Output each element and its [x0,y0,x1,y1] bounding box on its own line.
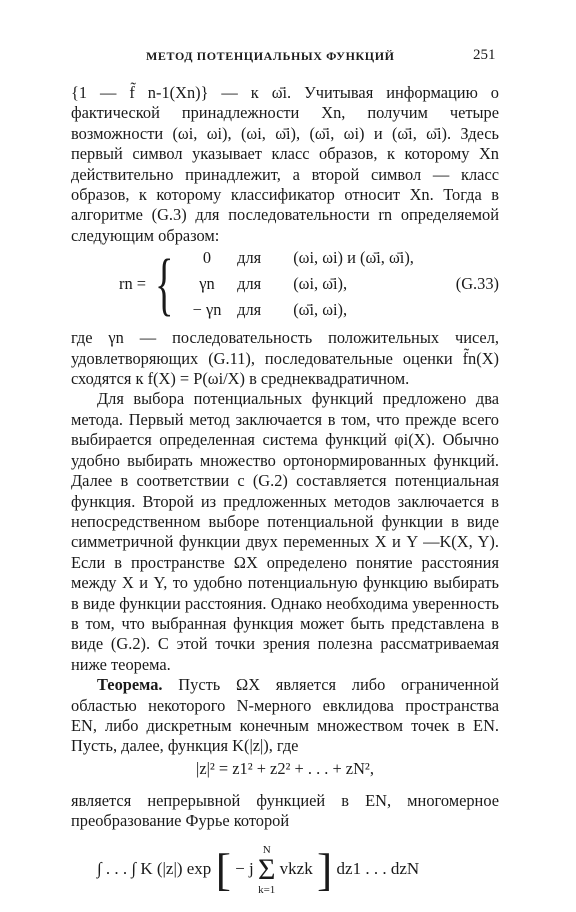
theorem-label: Теорема. [97,675,163,695]
equation-integral [71,834,499,910]
theorem-paragraph [71,675,499,757]
sigma-icon: Σ [257,852,276,886]
equation-z-text: |z|² = z1² + z2² + . . . + zN², [196,758,374,778]
case-word: для [237,248,262,268]
integral-expression [97,844,419,896]
running-header-title: МЕТОД ПОТЕНЦИАЛЬНЫХ ФУНКЦИЙ [146,49,395,63]
equation-number: (G.33) [455,274,499,294]
case-word: для [237,274,262,294]
sum-lower-limit: k=1 [258,883,276,896]
case-value: − γn [192,300,222,320]
sum-sign [258,844,275,896]
left-bracket-icon: [ [215,843,231,895]
case-value: 0 [202,248,212,268]
equation-z [71,759,499,789]
paragraph-5: является непрерывной функцией в EN, многомерное преобразование Фурье которой [71,790,499,831]
page-body [71,83,499,912]
case-row [181,274,347,294]
case-row [181,300,347,320]
integral-suffix: dz1 . . . dzN [336,858,420,878]
case-value: γn [199,274,215,294]
case-condition: (ωi, ωi) и (ω̄i, ω̄i), [293,248,414,268]
paragraph-3: Для выбора потенциальных функций предложено два метода. Первый метод заключается в том, что прежде всего выбирается определенная система функций φi(X). Обычно удобно выбирать множество ортонормированных функций. Далее в соответствии с (G.2) составляется потенциальная функция. Второй из предложенных методов заключается в непосредственном выборе потенциальной функции в виде симметричной функции двух переменных X и Y —K(X, Y). Если в пространстве ΩX определено понятие расстояния между X и Y, то удобно потенциальную функцию выбирать в виде функции расстояния. Однако необходима уверенность в том, что выбранная функция может быть представлена в виде (G.2). С этой точки зрения полезна рассматриваемая ниже теорема. [71,389,499,674]
page-number: 251 [473,47,496,63]
right-bracket-icon: ] [316,843,333,895]
case-word: для [237,300,262,320]
summand: vkzk [279,858,313,878]
case-condition: (ωi, ω̄i), [293,274,348,294]
case-row [181,248,414,268]
case-condition: (ω̄i, ωi), [293,300,348,320]
integral-prefix: ∫ . . . ∫ K (|z|) exp [97,858,212,878]
theorem-text: Пусть ΩX является либо ограниченной областью некоторого N-мерного евклидова пространства EN, либо дискретным конечным множеством точек в EN. Пусть, далее, функция K(|z|), где [71,675,500,756]
left-brace-icon: { [155,246,174,324]
equation-rn-lhs: rn = [119,274,146,294]
paragraph-1: {1 — f̃ n-1(Xn)} — к ω̄i. Учитывая информацию о фактической принадлежности Xn, получим четыре возможности (ωi, ωi), (ωi, ω̄i), (ω̄i, ωi) и (ω̄i, ω̄i). Здесь первый символ указывает класс образов, к которому Xn действительно принадлежит, а второй символ — класс образов, к которому классификатор относит Xn. Тогда в алгоритме (G.3) для последовательности rn определяемой следующим образом: [71,83,499,245]
sum-upper-limit: N [262,843,271,856]
paragraph-2: где γn — последовательность положительных чисел, удовлетворяющих (G.11), последовательные оценки f̃n(X) сходятся к f(X) = P(ωi/X) в среднеквадратичном. [71,328,499,389]
equation-rn [71,248,499,326]
integral-inner: − j [235,858,254,878]
